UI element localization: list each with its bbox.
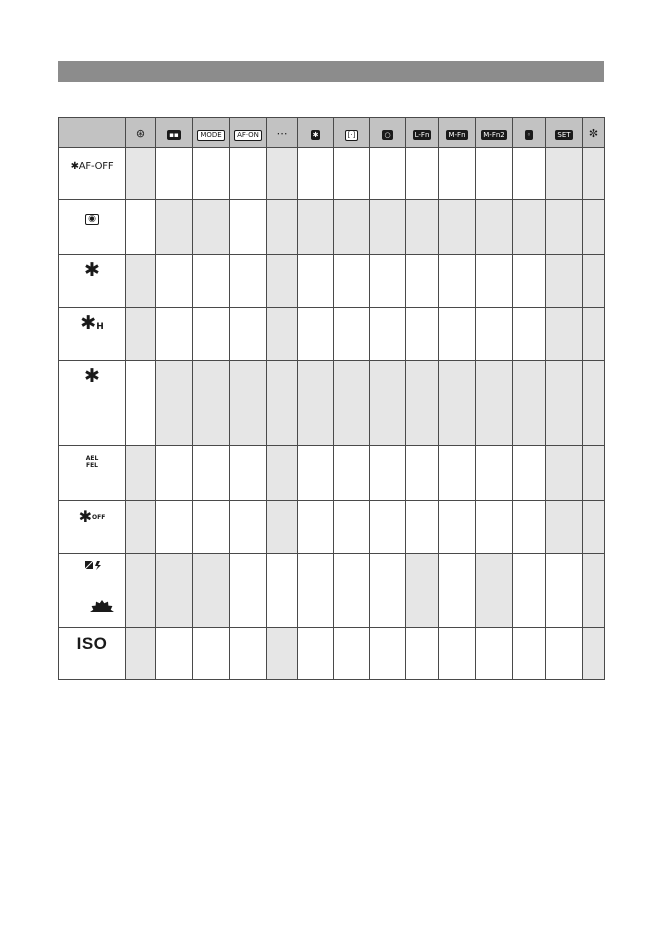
assignment-cell (334, 501, 370, 554)
column-header-star (298, 118, 334, 148)
column-header-mode (193, 118, 230, 148)
assignment-cell (334, 361, 370, 446)
assignment-cell (370, 308, 406, 361)
assignment-cell (546, 501, 583, 554)
assignment-cell (439, 148, 476, 200)
af-off-icon: ✱AF-OFF (70, 161, 114, 172)
assignment-cell (334, 308, 370, 361)
table-row (59, 628, 605, 680)
assignment-cell (156, 501, 193, 554)
af-on-icon: AF·ON (234, 130, 262, 141)
assignment-cell (267, 628, 298, 680)
assignment-cell (298, 255, 334, 308)
metering-icon: ◉ (85, 206, 99, 225)
ae-lock-hold-icon: ✱H (80, 312, 104, 334)
assignment-cell (193, 501, 230, 554)
column-header-l-fn (406, 118, 439, 148)
eye-icon: ⊛ (135, 126, 146, 140)
column-header-af-on (230, 118, 267, 148)
assignment-cell (513, 628, 546, 680)
table-row (59, 308, 605, 361)
assignment-cell (298, 361, 334, 446)
assignment-cell (370, 501, 406, 554)
assignment-cell (298, 308, 334, 361)
assignment-cell (513, 255, 546, 308)
assignment-cell (583, 501, 605, 554)
assignment-cell (267, 308, 298, 361)
assignment-cell (476, 148, 513, 200)
row-header-ael-fel (59, 446, 126, 501)
assignment-cell (370, 446, 406, 501)
assignment-cell (476, 200, 513, 255)
assignment-cell (476, 361, 513, 446)
assignment-cell (193, 308, 230, 361)
assignment-cell (334, 628, 370, 680)
assignment-cell (126, 200, 156, 255)
corner-cell (59, 118, 126, 148)
assignment-cell (156, 446, 193, 501)
assignment-cell (370, 148, 406, 200)
assignment-cell (334, 446, 370, 501)
column-header-movie (156, 118, 193, 148)
assignment-cell (513, 148, 546, 200)
circle-icon: ○ (384, 130, 391, 139)
table-row (59, 554, 605, 628)
star-icon: ✱ (312, 130, 319, 139)
assignment-cell (370, 361, 406, 446)
assignment-cell (406, 148, 439, 200)
set-icon: SET (557, 130, 571, 139)
m-fn-icon: M-Fn (448, 130, 466, 139)
table-row (59, 148, 605, 200)
column-header-circle (370, 118, 406, 148)
assignment-cell (513, 554, 546, 628)
assignment-cell (370, 200, 406, 255)
assignment-cell (406, 255, 439, 308)
assignment-cell (298, 200, 334, 255)
assignment-cell (298, 148, 334, 200)
assignment-cell (476, 628, 513, 680)
assignment-cell (156, 308, 193, 361)
assignment-cell (126, 148, 156, 200)
table-row (59, 446, 605, 501)
row-header-iso (59, 628, 126, 680)
assignment-cell (439, 501, 476, 554)
assignment-cell (583, 148, 605, 200)
assignment-cell (583, 200, 605, 255)
assignment-cell (193, 628, 230, 680)
column-header-m-fn (439, 118, 476, 148)
assignment-cell (513, 446, 546, 501)
assignment-cell (513, 200, 546, 255)
assignment-cell (439, 554, 476, 628)
section-header-bar (58, 61, 604, 82)
ae-lock-icon: ✱ (84, 259, 100, 281)
joystick-icon: ✼ (588, 126, 599, 140)
column-header-eye (126, 118, 156, 148)
assignment-cell (230, 446, 267, 501)
row-header-ae-lock-hold (59, 308, 126, 361)
assignment-cell (230, 628, 267, 680)
assignment-cell (513, 308, 546, 361)
row-header-metering (59, 200, 126, 255)
assignment-cell (334, 255, 370, 308)
assignment-cell (439, 446, 476, 501)
assignment-cell (476, 255, 513, 308)
assignment-cell (298, 628, 334, 680)
assignment-cell (513, 501, 546, 554)
header-row (59, 118, 605, 148)
iso-icon: ISO (76, 634, 108, 653)
mode-icon: MODE (197, 130, 224, 141)
assignment-cell (439, 200, 476, 255)
assignment-cell (267, 554, 298, 628)
assignment-cell (230, 361, 267, 446)
assignment-cell (267, 361, 298, 446)
assignment-cell (406, 308, 439, 361)
assignment-cell (334, 148, 370, 200)
column-header-drive (267, 118, 298, 148)
assignment-cell (230, 200, 267, 255)
assignment-cell (583, 308, 605, 361)
assignment-cell (230, 148, 267, 200)
assignment-cell (583, 255, 605, 308)
assignment-cell (583, 361, 605, 446)
assignment-cell (193, 200, 230, 255)
assignment-cell (406, 361, 439, 446)
assignment-cell (476, 554, 513, 628)
assignment-cell (267, 255, 298, 308)
assignment-cell (156, 361, 193, 446)
assignment-cell (370, 628, 406, 680)
assignment-cell (126, 255, 156, 308)
ael-fel-icon: AEL FEL (85, 455, 99, 469)
assignment-cell (439, 361, 476, 446)
assignment-cell (406, 446, 439, 501)
assignment-cell (267, 501, 298, 554)
column-header-joystick (583, 118, 605, 148)
assignment-cell (230, 501, 267, 554)
assignment-cell (546, 148, 583, 200)
assignment-cell (156, 554, 193, 628)
table-row (59, 255, 605, 308)
assignment-cell (406, 628, 439, 680)
assignment-cell (267, 148, 298, 200)
assignment-cell (476, 501, 513, 554)
assignment-cell (193, 148, 230, 200)
movie-icon: ▪▪ (169, 130, 179, 139)
assignment-cell (406, 554, 439, 628)
row-header-ae-lock (59, 255, 126, 308)
assignment-cell (126, 554, 156, 628)
table-body (59, 148, 605, 680)
assignment-cell (583, 628, 605, 680)
exposure-comp-icon (59, 560, 125, 624)
assignment-cell (267, 446, 298, 501)
table-row (59, 200, 605, 255)
assignment-cell (546, 308, 583, 361)
ae-lock-off-icon: ✱OFF (78, 507, 106, 526)
assignment-cell (156, 200, 193, 255)
row-header-ae-lock-off (59, 501, 126, 554)
assignment-cell (334, 554, 370, 628)
assignment-cell (126, 446, 156, 501)
column-header-frame (334, 118, 370, 148)
assignment-cell (193, 554, 230, 628)
assignment-cell (439, 255, 476, 308)
assignment-cell (126, 628, 156, 680)
assignment-cell (406, 501, 439, 554)
assignment-cell (126, 361, 156, 446)
assignment-cell (370, 255, 406, 308)
assignment-cell (546, 200, 583, 255)
exposure-comp-graphic (62, 560, 122, 624)
assignment-cell (156, 148, 193, 200)
assignment-cell (546, 628, 583, 680)
assignment-cell (334, 200, 370, 255)
assignment-cell (267, 200, 298, 255)
dial-icon: ◦ (526, 130, 532, 139)
row-header-ae-lock-star (59, 361, 126, 446)
assignment-cell (230, 255, 267, 308)
assignment-cell (193, 361, 230, 446)
assignment-cell (230, 554, 267, 628)
assignment-cell (476, 446, 513, 501)
table-row (59, 501, 605, 554)
assignment-cell (156, 255, 193, 308)
assignment-cell (513, 361, 546, 446)
column-header-m-fn2 (476, 118, 513, 148)
row-header-exposure-comp (59, 554, 126, 628)
table-row (59, 361, 605, 446)
column-header-dial (513, 118, 546, 148)
l-fn-icon: L-Fn (414, 130, 430, 139)
assignment-cell (546, 446, 583, 501)
dial-icon (90, 600, 114, 612)
assignment-cell (126, 308, 156, 361)
assignment-cell (583, 554, 605, 628)
m-fn2-icon: M-Fn2 (483, 130, 505, 139)
assignment-cell (298, 554, 334, 628)
assignment-cell (126, 501, 156, 554)
drive-icon: ⋯ (276, 126, 288, 140)
assignment-cell (230, 308, 267, 361)
assignment-cell (546, 255, 583, 308)
frame-icon: [·] (345, 130, 359, 141)
assignment-cell (476, 308, 513, 361)
assignment-cell (298, 446, 334, 501)
assignment-cell (583, 446, 605, 501)
assignment-cell (298, 501, 334, 554)
assignment-cell (370, 554, 406, 628)
assignment-cell (439, 308, 476, 361)
assignment-cell (546, 361, 583, 446)
flash-icon (95, 561, 101, 570)
assignment-cell (546, 554, 583, 628)
assignment-cell (406, 200, 439, 255)
column-header-set (546, 118, 583, 148)
row-header-af-off (59, 148, 126, 200)
ae-lock-star-icon: ✱ (84, 365, 100, 387)
button-assignment-table (58, 117, 605, 680)
assignment-cell (156, 628, 193, 680)
assignment-cell (193, 446, 230, 501)
assignment-cell (439, 628, 476, 680)
assignment-cell (193, 255, 230, 308)
